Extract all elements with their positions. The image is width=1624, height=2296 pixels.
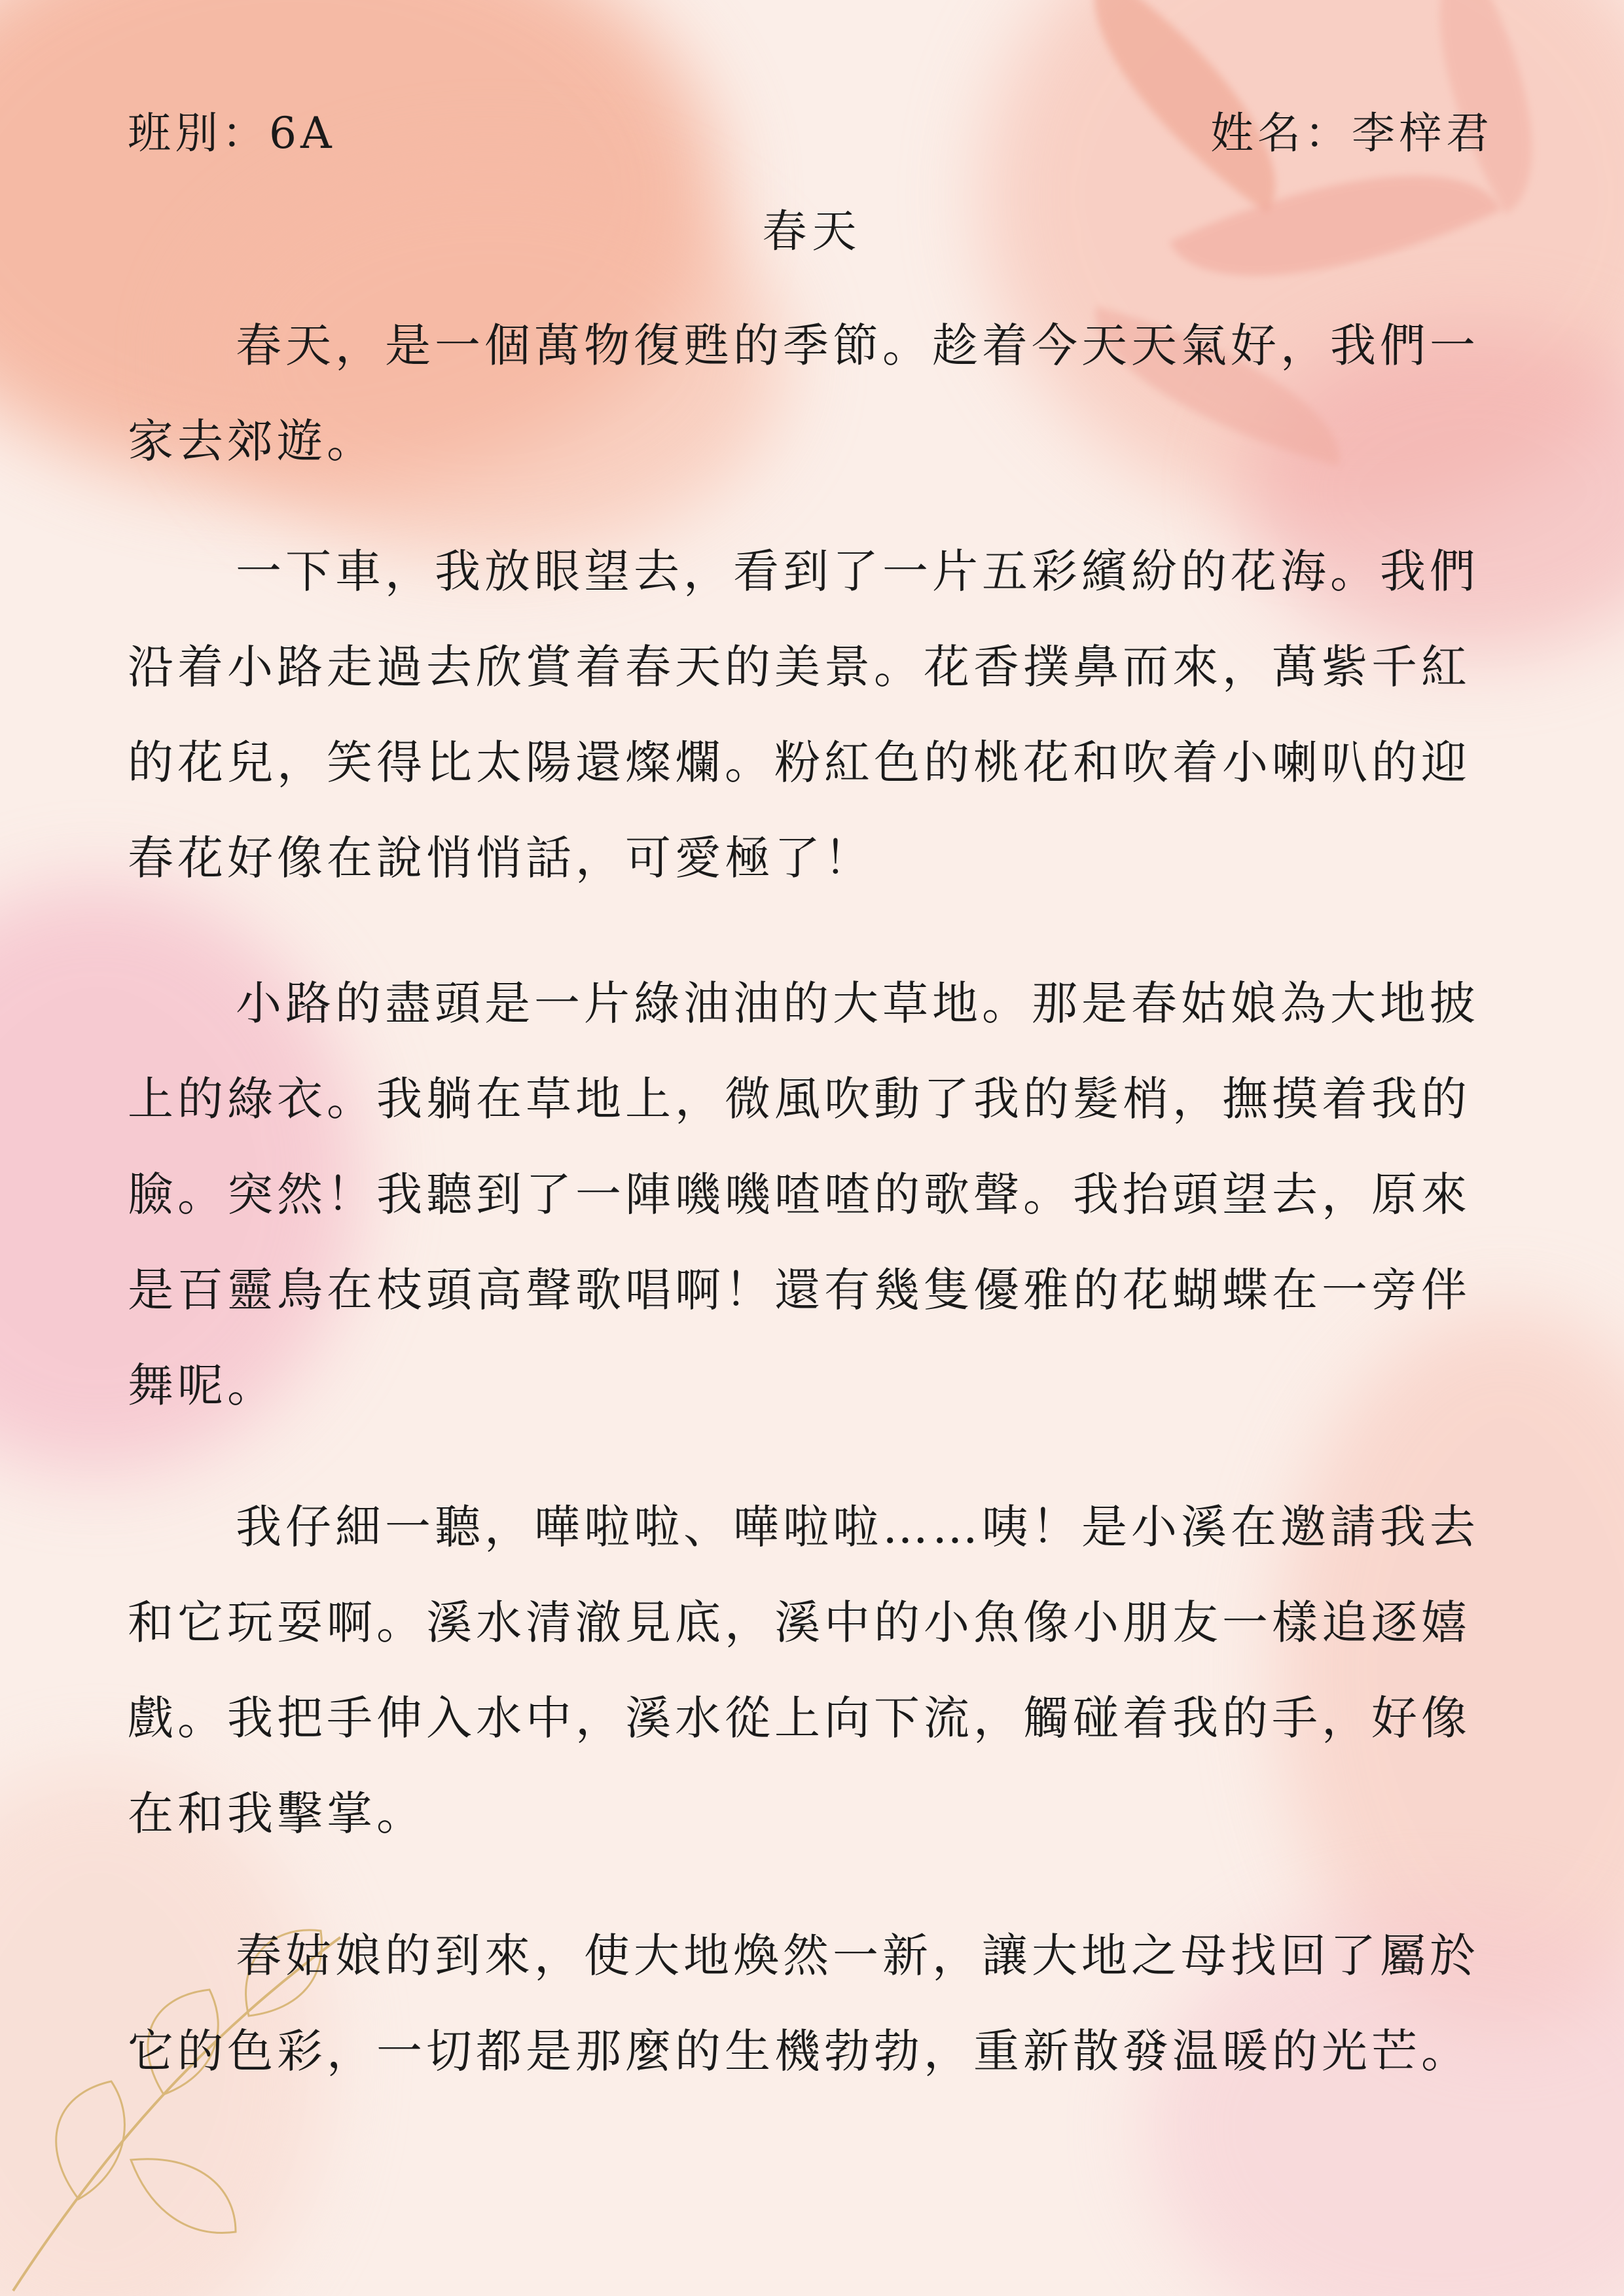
paragraph-4: 我仔細一聽，嘩啦啦、嘩啦啦……咦！是小溪在邀請我去和它玩耍啊。溪水清澈見底，溪中的小魚像小朋友一樣追逐嬉戲。我把手伸入水中，溪水從上向下流，觸碰着我的手，好像在和我擊掌。	[128, 1500, 1479, 1840]
paragraph-5: 春姑娘的到來，使大地煥然一新，讓大地之母找回了屬於它的色彩，一切都是那麼的生機勃勃，重新散發温暖的光芒。	[128, 1929, 1479, 2078]
essay-title: 春天	[762, 206, 862, 258]
paragraph-1: 春天，是一個萬物復甦的季節。趁着今天天氣好，我們一家去郊遊。	[128, 319, 1479, 468]
name-label: 姓名：李梓君	[1210, 108, 1493, 158]
paragraph-3: 小路的盡頭是一片綠油油的大草地。那是春姑娘為大地披上的綠衣。我躺在草地上，微風吹動了我的髮梢，撫摸着我的臉。突然！我聽到了一陣嘰嘰喳喳的歌聲。我抬頭望去，原來是百靈鳥在枝頭高聲歌唱啊！還有幾隻優雅的花蝴蝶在一旁伴舞呢。	[128, 977, 1479, 1412]
class-label: 班別：6A	[128, 108, 336, 158]
paragraph-2: 一下車，我放眼望去，看到了一片五彩繽紛的花海。我們沿着小路走過去欣賞着春天的美景。花香撲鼻而來，萬紫千紅的花兒，笑得比太陽還燦爛。粉紅色的桃花和吹着小喇叭的迎春花好像在說悄悄話，可愛極了！	[128, 545, 1479, 885]
